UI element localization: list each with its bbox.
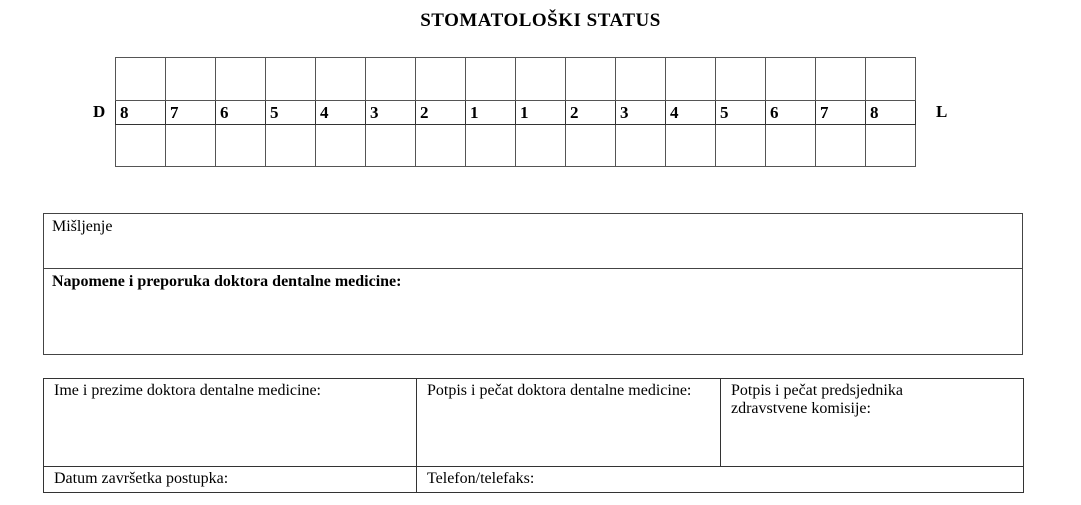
tooth-lower-cell[interactable] (416, 125, 466, 167)
tooth-upper-cell[interactable] (166, 58, 216, 101)
tooth-number: 6 (216, 101, 266, 125)
tooth-number: 4 (316, 101, 366, 125)
tooth-lower-cell[interactable] (266, 125, 316, 167)
tooth-lower-cell[interactable] (566, 125, 616, 167)
doctor-signature-cell[interactable] (417, 379, 721, 467)
tooth-upper-cell[interactable] (116, 58, 166, 101)
tooth-number: 6 (766, 101, 816, 125)
tooth-upper-cell[interactable] (566, 58, 616, 101)
doctor-name-label: Ime i prezime doktora dentalne medicine: (54, 382, 321, 399)
tooth-upper-cell[interactable] (216, 58, 266, 101)
left-side-label: D (93, 102, 106, 121)
doctor-signature-label: Potpis i pečat doktora dentalne medicine: (427, 382, 692, 399)
notes-label: Napomene i preporuka doktora dentalne medicine: (52, 273, 402, 290)
tooth-upper-cell[interactable] (666, 58, 716, 101)
tooth-number: 8 (116, 101, 166, 125)
tooth-upper-cell[interactable] (716, 58, 766, 101)
tooth-lower-cell[interactable] (116, 125, 166, 167)
tooth-number: 7 (166, 101, 216, 125)
tooth-upper-cell[interactable] (816, 58, 866, 101)
tooth-lower-cell[interactable] (666, 125, 716, 167)
opinion-label: Mišljenje (52, 218, 113, 235)
doctor-name-cell[interactable] (44, 379, 417, 467)
notes-field[interactable] (43, 268, 1023, 355)
opinion-field[interactable] (43, 213, 1023, 269)
tooth-upper-cell[interactable] (366, 58, 416, 101)
tooth-lower-cell[interactable] (216, 125, 266, 167)
tooth-upper-cell[interactable] (616, 58, 666, 101)
tooth-upper-cell[interactable] (866, 58, 916, 101)
tooth-lower-cell[interactable] (716, 125, 766, 167)
tooth-lower-cell[interactable] (166, 125, 216, 167)
commission-signature-cell[interactable] (721, 379, 1024, 467)
tooth-upper-cell[interactable] (316, 58, 366, 101)
completion-date-label: Datum završetka postupka: (54, 470, 229, 487)
signature-table (43, 378, 1024, 493)
tooth-number: 3 (366, 101, 416, 125)
tooth-number: 1 (466, 101, 516, 125)
tooth-upper-cell[interactable] (466, 58, 516, 101)
tooth-lower-cell[interactable] (866, 125, 916, 167)
tooth-number: 3 (616, 101, 666, 125)
tooth-number: 2 (566, 101, 616, 125)
tooth-lower-cell[interactable] (316, 125, 366, 167)
commission-signature-label: Potpis i pečat predsjednika zdravstvene komisije: (731, 382, 903, 417)
phone-cell[interactable] (417, 467, 1024, 493)
tooth-chart (115, 57, 916, 167)
tooth-lower-cell[interactable] (516, 125, 566, 167)
tooth-number: 7 (816, 101, 866, 125)
tooth-lower-cell[interactable] (616, 125, 666, 167)
tooth-upper-cell[interactable] (766, 58, 816, 101)
tooth-lower-cell[interactable] (816, 125, 866, 167)
tooth-lower-cell[interactable] (466, 125, 516, 167)
tooth-number: 2 (416, 101, 466, 125)
phone-label: Telefon/telefaks: (427, 470, 535, 487)
tooth-number: 1 (516, 101, 566, 125)
tooth-upper-cell[interactable] (266, 58, 316, 101)
tooth-upper-cell[interactable] (516, 58, 566, 101)
tooth-number: 5 (266, 101, 316, 125)
tooth-number: 5 (716, 101, 766, 125)
tooth-number: 8 (866, 101, 916, 125)
tooth-number: 4 (666, 101, 716, 125)
tooth-lower-cell[interactable] (366, 125, 416, 167)
tooth-lower-cell[interactable] (766, 125, 816, 167)
right-side-label: L (936, 102, 948, 121)
completion-date-cell[interactable] (44, 467, 417, 493)
page-title: STOMATOLOŠKI STATUS (420, 10, 661, 31)
tooth-upper-cell[interactable] (416, 58, 466, 101)
